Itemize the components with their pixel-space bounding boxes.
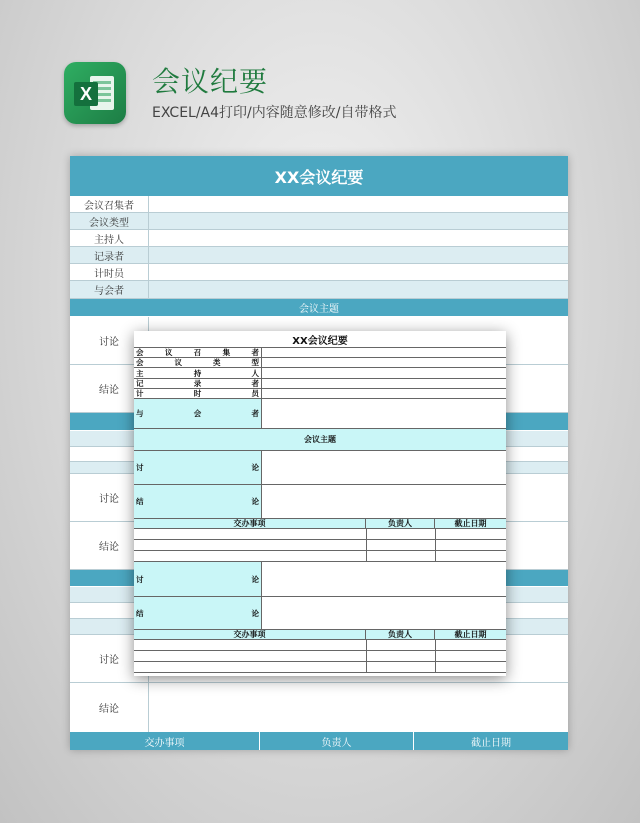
field-label: 会议召集者	[70, 196, 149, 212]
small-task-row	[134, 529, 506, 540]
excel-x-mark: X	[74, 82, 98, 106]
small-owner-column-header: 负责人	[366, 630, 435, 639]
small-task-row	[134, 640, 506, 651]
field-row	[70, 264, 568, 281]
small-task-column-header: 交办事项	[134, 630, 366, 639]
small-discussion-row	[134, 562, 506, 597]
task-column-header: 交办事项	[70, 732, 260, 750]
conclusion-row	[70, 683, 568, 732]
small-field-label: 记 录 者	[134, 379, 262, 388]
task-header-bar	[70, 732, 568, 750]
field-row	[70, 196, 568, 213]
small-field-row	[134, 348, 506, 358]
small-conclusion-row	[134, 485, 506, 519]
small-sheet-preview	[134, 331, 506, 676]
page-title: 会议纪要	[152, 65, 269, 98]
small-topic-bar	[134, 429, 506, 451]
field-label: 计时员	[70, 264, 149, 280]
small-field-label: 会 议 召 集 者	[134, 348, 262, 357]
small-field-row	[134, 399, 506, 429]
small-field-row	[134, 379, 506, 389]
conclusion-label: 结论	[70, 683, 149, 732]
small-task-row	[134, 651, 506, 662]
field-row	[70, 247, 568, 264]
field-row	[70, 213, 568, 230]
field-row	[70, 281, 568, 299]
small-field-label: 与 会 者	[134, 399, 262, 428]
small-task-row	[134, 551, 506, 562]
small-task-row	[134, 540, 506, 551]
conclusion-label: 结论	[70, 522, 149, 569]
small-field-label: 会 议 类 型	[134, 358, 262, 367]
small-conclusion-label: 结 论	[134, 597, 262, 629]
discussion-label: 讨论	[70, 317, 149, 364]
small-sheet-title: XX会议纪要	[134, 331, 506, 348]
page-subtitle: EXCEL/A4打印/内容随意修改/自带格式	[152, 105, 397, 121]
small-task-column-header: 交办事项	[134, 519, 366, 528]
owner-column-header: 负责人	[260, 732, 414, 750]
big-sheet-title: XX会议纪要	[70, 156, 568, 196]
small-task-header	[134, 519, 506, 529]
conclusion-label: 结论	[70, 365, 149, 412]
small-field-row	[134, 368, 506, 379]
deadline-column-header: 截止日期	[471, 737, 511, 749]
small-field-label: 主 持 人	[134, 368, 262, 378]
small-topic-label: 会议主题	[304, 435, 336, 444]
small-deadline-column-header: 截止日期	[454, 630, 487, 639]
small-task-row	[134, 662, 506, 673]
small-field-row	[134, 389, 506, 399]
small-owner-column-header: 负责人	[366, 519, 435, 528]
topic-bar: 会议主题	[70, 299, 568, 317]
small-field-row	[134, 358, 506, 368]
small-conclusion-row	[134, 597, 506, 630]
small-discussion-row	[134, 451, 506, 485]
field-label: 记录者	[70, 247, 149, 263]
small-task-header	[134, 630, 506, 640]
small-conclusion-label: 结 论	[134, 485, 262, 518]
discussion-label: 讨论	[70, 635, 149, 682]
discussion-label: 讨论	[70, 474, 149, 521]
excel-icon	[64, 62, 126, 124]
field-row	[70, 230, 568, 247]
field-label: 会议类型	[70, 213, 149, 229]
field-label: 主持人	[70, 230, 149, 246]
small-discussion-label: 讨 论	[134, 451, 262, 484]
small-field-label: 计 时 员	[134, 389, 262, 398]
field-label: 与会者	[70, 281, 149, 298]
small-deadline-column-header: 截止日期	[454, 519, 487, 528]
small-discussion-label: 讨 论	[134, 562, 262, 596]
